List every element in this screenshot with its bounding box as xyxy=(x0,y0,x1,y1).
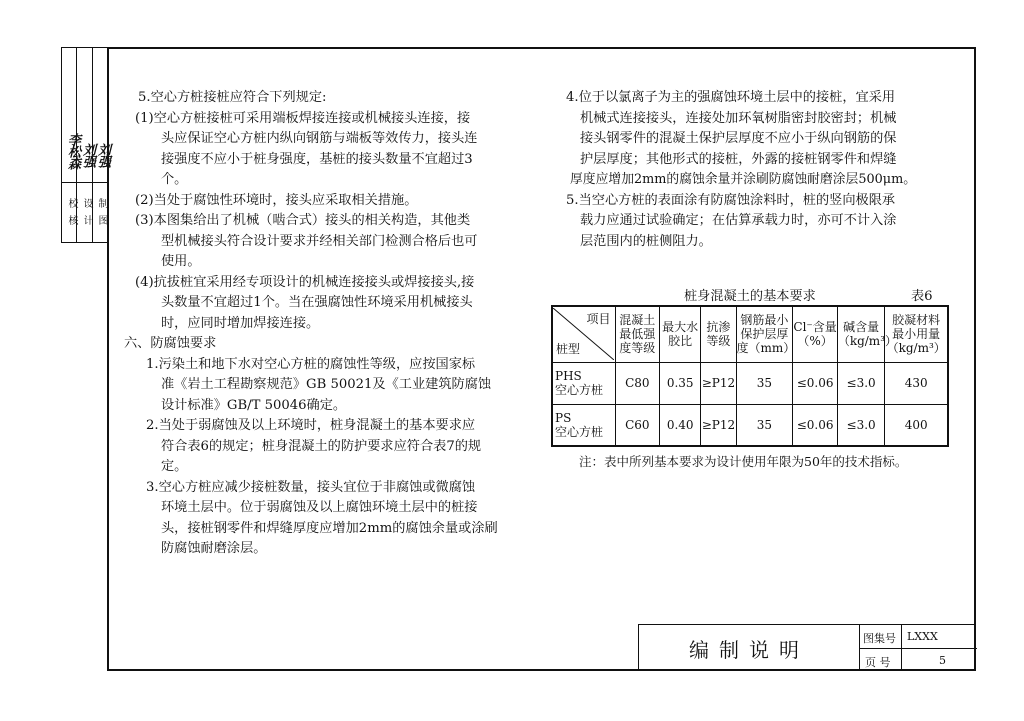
text-line: (1)空心方桩接桩可采用端板焊接连接或机械接头连接，接 xyxy=(135,110,471,126)
text-line: 接头钢零件的混凝土保护层厚度不应小于纵向钢筋的保 xyxy=(580,131,897,146)
corner-label-item: 项目 xyxy=(586,312,611,327)
table-caption: 桩身混凝土的基本要求 xyxy=(684,289,816,304)
atlas-number-value: LXXX xyxy=(907,630,938,643)
text-line: (2)当处于腐蚀性环境时，接头应采取相关措施。 xyxy=(135,192,418,208)
text-line: 4.位于以氯离子为主的强腐蚀环境土层中的接桩，宜采用 xyxy=(566,90,896,105)
table-row xyxy=(552,404,948,446)
text-line: 时，应同时增加焊接连接。 xyxy=(161,315,320,331)
header-chloride-content: Cl⁻含量 （%） xyxy=(793,306,837,362)
title-block xyxy=(638,624,976,671)
table-cell: 0.40 xyxy=(660,404,701,446)
table-cell: 430 xyxy=(885,362,948,404)
left-column xyxy=(124,88,498,560)
text-line: 头，接桩钢零件和焊缝厚度应增加2mm的腐蚀余量或涂刷 xyxy=(161,520,498,536)
text-line: 厚度应增加2mm的腐蚀余量并涂刷防腐蚀耐磨涂层500μm。 xyxy=(570,172,917,187)
table-number: 表6 xyxy=(911,289,933,304)
concrete-requirements-table xyxy=(551,305,949,447)
table-cell: ≤0.06 xyxy=(793,362,837,404)
table-header-row xyxy=(552,306,948,362)
text-line: 准《岩土工程勘察规范》GB 50021及《工业建筑防腐蚀 xyxy=(161,377,492,392)
text-line: 机械式连接接头，连接处加环氧树脂密封胶密封；机械 xyxy=(580,110,897,126)
header-impermeability: 抗渗 等级 xyxy=(701,306,736,362)
text-line: 护层厚度；其他形式的接桩，外露的接桩钢零件和焊缝 xyxy=(580,151,897,167)
header-alkali-content: 碱含量 （kg/m³） xyxy=(837,306,885,362)
text-line: 接强度不应小于桩身强度，基桩的接头数量不宜超过3 xyxy=(161,151,473,167)
table-corner-cell xyxy=(552,306,615,362)
header-binder-amount: 胶凝材料 最小用量 （kg/m³） xyxy=(885,306,948,362)
text-line: 防腐蚀耐磨涂层。 xyxy=(161,541,267,556)
approval-label-drawing: 制 图 xyxy=(96,198,107,228)
section-heading: 六、防腐蚀要求 xyxy=(124,336,217,351)
approval-sidebar xyxy=(61,47,110,243)
row-type: PS 空心方桩 xyxy=(552,404,615,446)
table-cell: ≥P12 xyxy=(701,362,736,404)
text-line: 型机械接头符合设计要求并经相关部门检测合格后也可 xyxy=(161,233,478,249)
table-note: 注：表中所列基本要求为设计使用年限为50年的技术指标。 xyxy=(579,454,908,469)
corner-label-type: 桩型 xyxy=(556,342,581,357)
approval-label-design: 设 计 xyxy=(81,198,92,228)
table-cell: ≥P12 xyxy=(701,404,736,446)
table-cell: 35 xyxy=(736,362,793,404)
drawing-title: 编制说明 xyxy=(689,638,809,662)
page-number-label: 页 号 xyxy=(865,656,891,669)
atlas-number-label: 图集号 xyxy=(863,632,896,645)
signature-drawing: 刘强 xyxy=(95,143,110,167)
header-cover-thickness: 钢筋最小 保护层厚 度（mm） xyxy=(736,306,793,362)
text-line: 环境土层中。位于弱腐蚀及以上腐蚀环境土层中的桩接 xyxy=(161,500,478,515)
table-cell: C60 xyxy=(615,404,659,446)
text-line: 3.空心方桩应减少接桩数量，接头宜位于非腐蚀或微腐蚀 xyxy=(146,479,476,495)
text-line: 5.空心方桩接桩应符合下列规定: xyxy=(138,90,327,105)
text-line: 设计标准》GB/T 50046确定。 xyxy=(161,397,347,413)
text-line: 2.当处于弱腐蚀及以上环境时，桩身混凝土的基本要求应 xyxy=(146,418,476,433)
text-line: 层范围内的桩侧阻力。 xyxy=(580,233,712,249)
text-line: 头应保证空心方桩内纵向钢筋与端板等效传力，接头连 xyxy=(161,131,478,146)
text-line: 定。 xyxy=(161,459,188,474)
table-cell: 400 xyxy=(885,404,948,446)
text-line: 1.污染土和地下水对空心方桩的腐蚀性等级，应按国家标 xyxy=(146,356,476,372)
header-strength-grade: 混凝土 最低强 度等级 xyxy=(615,306,659,362)
table-cell: C80 xyxy=(615,362,659,404)
signature-review: 李松森 xyxy=(65,133,80,169)
text-line: 头数量不宜超过1个。当在强腐蚀性环境采用机械接头 xyxy=(161,295,473,310)
table-row xyxy=(552,362,948,404)
header-water-binder-ratio: 最大水 胶比 xyxy=(660,306,701,362)
table-cell: ≤3.0 xyxy=(837,404,885,446)
right-column xyxy=(566,88,917,252)
row-type: PHS 空心方桩 xyxy=(552,362,615,404)
table-cell: 35 xyxy=(736,404,793,446)
text-line: (4)抗拔桩宜采用经专项设计的机械连接接头或焊接接头,接 xyxy=(135,274,475,290)
table-cell: 0.35 xyxy=(660,362,701,404)
text-line: 载力应通过试验确定；在估算承载力时，亦可不计入涂 xyxy=(580,213,897,228)
text-line: 使用。 xyxy=(161,254,201,269)
approval-label-review: 校 核 xyxy=(66,198,77,228)
text-line: 个。 xyxy=(161,172,188,187)
text-line: (3)本图集给出了机械（啮合式）接头的相关构造，其他类 xyxy=(135,213,471,228)
table-cell: ≤3.0 xyxy=(837,362,885,404)
table-cell: ≤0.06 xyxy=(793,404,837,446)
text-line: 5.当空心方桩的表面涂有防腐蚀涂料时，桩的竖向极限承 xyxy=(566,192,896,208)
signature-design: 刘强 xyxy=(80,143,95,167)
page-number-value: 5 xyxy=(939,654,946,667)
text-line: 符合表6的规定；桩身混凝土的防护要求应符合表7的规 xyxy=(161,438,482,454)
